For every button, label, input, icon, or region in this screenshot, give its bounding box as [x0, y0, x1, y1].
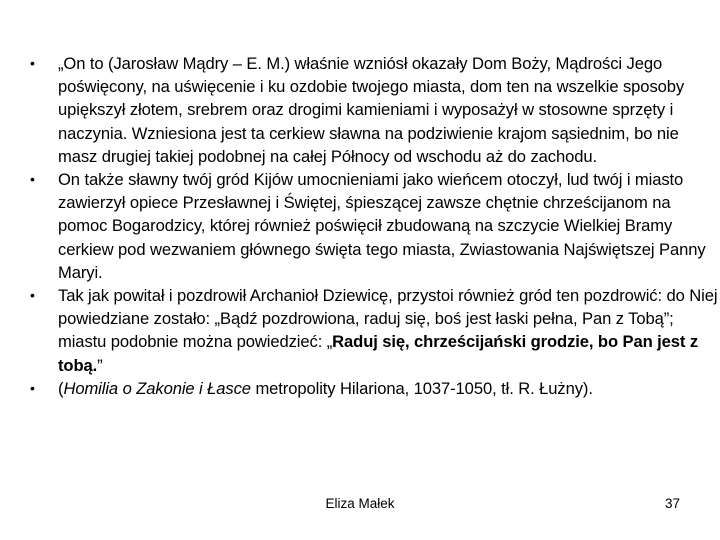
bullet-item-2 — [30, 168, 718, 284]
bullet-text-plain: Tak jak powitał i pozdrowił Archanioł Dziewicę, przystoi również gród ten pozdrowić: do Niej powiedziane zostało: „Bądź pozdrowiona, raduj się, boś jest łaski pełna, Pan z Tobą”; miastu podobnie można powiedzieć: „ — [58, 286, 718, 352]
citation-rest: metropolity Hilariona, 1037-1050, tł. R. Łużny). — [250, 378, 593, 398]
bullet-list — [30, 52, 718, 400]
bullet-text — [58, 286, 717, 375]
bullet-item-3 — [30, 284, 718, 377]
bullet-icon: • — [30, 379, 35, 396]
bullet-icon: • — [30, 171, 35, 188]
bullet-text-close-quote: ” — [97, 355, 103, 375]
footer-author: Eliza Małek — [325, 496, 395, 511]
bullet-text: On także sławny twój gród Kijów umocnieniami jako wieńcem otoczył, lud twój i miasto zawierzył opiece Przesławnej i Świętej, śpieszącej zawsze chętnie chrześcijanom na pomoc Bogarodzicy, której również poświęcił zbudowaną na szczycie Wielkiej Bramy cerkiew pod wezwaniem głównego święta tego miasta, Zwiastowania Najświętszej Panny Maryi. — [58, 170, 706, 282]
bullet-text-bold: Raduj się, chrześcijański grodzie, bo Pan jest z tobą. — [58, 332, 699, 375]
bullet-icon: • — [30, 287, 35, 304]
citation-text — [58, 379, 593, 398]
bullet-item-1 — [30, 52, 718, 168]
bullet-text: „On to (Jarosław Mądry – E. M.) właśnie wzniósł okazały Dom Boży, Mądrości Jego poświęcony, na uświęcenie i ku ozdobie twojego miasta, dom ten na wszelkie sposoby upiększył złotem, srebrem oraz drogimi kamieniami i wyposażył w stosowne sprzęty i naczynia. Wzniesiona jest ta cerkiew sławna na podziwienie krajom sąsiednim, bo nie masz drugiej takiej podobnej na całej Północy od wschodu aż do zachodu. — [58, 54, 685, 166]
citation-open: ( — [58, 378, 64, 398]
bullet-icon: • — [30, 55, 35, 71]
footer-page-number: 37 — [664, 496, 680, 511]
citation-title: Homilia o Zakonie i Łasce — [63, 378, 251, 398]
bullet-item-4 — [30, 377, 718, 400]
